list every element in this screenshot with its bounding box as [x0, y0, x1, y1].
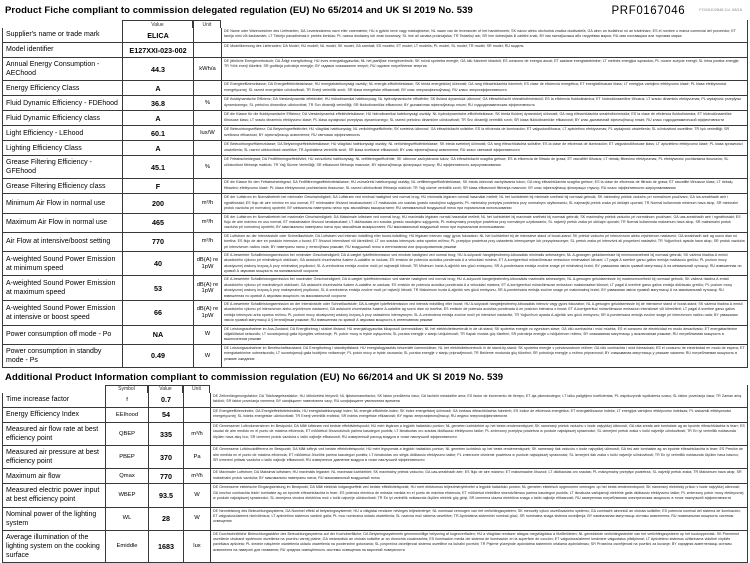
- row-translations: [210, 408, 748, 423]
- row-symbol: Emiddle: [105, 531, 148, 563]
- row-translations: [210, 484, 748, 507]
- row-label: Lighting Efficiency Class: [2, 141, 122, 156]
- row-symbol: Qmax: [105, 469, 148, 484]
- row-label: A-weighted Sound Power Emission at intensive or boost speed: [2, 301, 122, 326]
- row-unit: dB(A) re 1pW: [193, 301, 221, 326]
- row-unit: %: [193, 156, 221, 179]
- row-translations-text: DE Zeitverlängerungsfaktor; DA Tidsforøgelsesfaktor; HU időnövelési tényező; NL tijdstoenamefactor; SK faktor predĺženia času; GA fachtóir méadaithe ama; ES factor de incremento de tiempo; ET aja pikendustegur; LT laiko pailgėjimo koeficientas; PL współczynnik wydłużenia czasu; SL faktor povečanja časa; TR Zaman artış faktörü; SR faktor povećanja vremena; BY каэфіцыент павелічэння часу; RU коэффициент увеличения времени: [213, 393, 742, 404]
- row-translations: [221, 156, 748, 179]
- table1-column-header-value: Value: [122, 20, 193, 28]
- row-label: Nominal power of the lighting system: [2, 508, 105, 531]
- row-translations: [221, 58, 748, 81]
- document-code: FOG0102848 Cd. 08/18: [699, 7, 742, 12]
- row-translations: [210, 508, 748, 531]
- row-unit: m³/h: [193, 194, 221, 213]
- row-unit: lux/W: [193, 126, 221, 141]
- row-translations-text: DE Energieeffizienzindex; DA Energieffektivitetsindeks; HU energiahatékonysági index; NL energie-efficiëntie-index; SK index energetickej účinnosti; GA innéacs éifeachtúlachta fuinnimh; ES índice de eficiencia energética; ET energiatõhususe indeks; LT energijos vartojimo efektyvumo indeksas; PL wskaźnik efektywności energetycznej; SL indeks energetske učinkovitosti; TR Enerji verimlilik endeksi; SR indeks energetske efikasnosti; BY індэкс энергаэфектыўнасці; RU индекс энергоэффективности: [213, 408, 732, 419]
- table-row: [2, 484, 748, 507]
- row-symbol: WBEP: [105, 484, 148, 507]
- table2-column-header-unit: Unit: [183, 385, 210, 393]
- table-row: [2, 345, 748, 368]
- row-label: Energy Efficiency Class: [2, 81, 122, 96]
- row-value: 40: [122, 252, 193, 277]
- row-translations-text: DE Fettabscheidegrad; DA Fedtfiltreringseffektivitet; HU zsírszűrési hatékonyság; NL vetfilteringsefficiëntie; SK účinnosť zachytávania tukov; GA éifeachtúlacht scagtha gréisce; ES la eficiencia de filtrado de grasa; ET rasvafiltri tõhusus; LT riebalų filtravimo efektyvumas; PL efektywność pochłaniania tłuszczów; SL učinkovitost filtriranja maščob; TR Yağ Süzme Verimliliği; SR efikasnost filtriranja masnoće; BY эфектыўнасць фільтрацыі тлушчу; RU эффективность жироулавливания: [224, 157, 729, 167]
- table-row: [2, 179, 748, 194]
- row-unit: [193, 179, 221, 194]
- page-title: Product Fiche compliant to commission delegated regulation (EU) No 65/2014 and UK SI 2019 No. 539: [5, 5, 473, 16]
- row-unit: W: [193, 345, 221, 368]
- row-unit: [183, 393, 210, 408]
- product-fiche-table: [2, 20, 748, 368]
- row-translations-text: DE Durchschnittliche Beleuchtungsstärke des Beleuchtungssystems auf der Kochoberfläche; DA Belysningssystemets gennemsnitlige belysning af kogeoverfladen; HU a világítási rendszer átlagos megvilágítása a főzőfelületen; NL gemiddelde verlichtingssterkte van het verlichtingssysteem op het kookoppervlak; SK Priemerné osvetlenie utvárané systémom osvetlenia na povrchu varnej platne; GA meánsoilsiú an chórais soilsithe ar an dromchla cócaireachta; ES iluminación media del sistema de iluminación en la superficie de cocción; ET valgustussüsteemi keskmine valgustatus pliidipinnal; LT Apšvietimo sistemos užtikrinama vidutinė viryklės paviršiaus apšvieta; PL średnie natężenie oświetlenia układu oświetlenia na powierzchni gotowania; SL povprečna osvetljenost sistema osvetlitve na kuhalni površini; TR Pişirme yüzeyinde aydınlatma sisteminin ortalama aydınlatması; SR Prosečna osvetljenost na površini za kuvanje; BY сярэдняя асветленасць сістэмы асвятлення на паверхні для гатавання; RU средняя освещённость системы освещения на варочной поверхности: [213, 531, 740, 552]
- table-row: [2, 141, 748, 156]
- row-unit: [193, 81, 221, 96]
- row-value: 66: [122, 301, 193, 326]
- row-value: 54: [148, 408, 183, 423]
- table1-header-row: [2, 20, 748, 28]
- row-value: 0.7: [148, 393, 183, 408]
- row-value: A: [122, 141, 193, 156]
- row-translations: [210, 469, 748, 484]
- row-translations-text: DE Gemessene elektrische Eingangsleistung im Bestpunkt; DA Målt elektrisk indgangseffekt ved bedste effektivitetspunkt; HU mért elektromos teljesítményfelvétel a legjobb hatásfokú ponton; NL gemeten elektrisch opgenomen vermogen op het beste-rendementspunt; SK nameraný elektrický príkon v bode najvyššej účinnosti; GA ionchur cumhachta leictrí tomhaiste ag an bpointe éifeachtúlachta is fearr; ES potencia eléctrica de entrada medida en el punto de máxima eficiencia; ET mõõdetud elektriline sisendvõimsus parima kasuteguri punktis; LT išmatuota vartojamoji elektrinė galia didžiausio efektyvumo taške; PL zmierzony pobór mocy elektrycznej w punkcie największej sprawności; SL izmerjena vhodna električna moč v točki največje učinkovitosti; TR En iyi verimlilik noktasında ölçülen elektrik güç girişi; SR izmerena ulazna električna snaga u tački najbolje efikasnosti; RU измеренная потребляемая электрическая мощность в точке наилучшей эффективности: [213, 485, 744, 501]
- table1-body: [2, 28, 748, 368]
- row-translations-text: DE der Luftstrom im Normalbetrieb bei maximaler Geschwindigkeit; DA Maksimale luftstrøm ved normal brug; HU maximális légáram normál használat mellett; NL het luchtdebiet bij maximale snelheid bij normaal gebruik; SK maximálny prietok vzduchu pri normálnom používaní; GA uas-sreabhadh aeir i ngnáthúsáid; ES flujo de aire máximo en uso normal; ET maksimaalne õhuvool tavakasutusel; LT didžiausias oro srautas įprasto naudojimo sąlygomis; PL maksymalny przepływ powietrza przy normalnym użytkowaniu; SL največji pretok zraka pri običajni uporabi; TR Normal kullanımda maksimum hava akışı; SR maksimalni protok vazduha pri normalnoj upotrebi; BY максімальны паветраны паток пры звычайным выкарыстанні; RU максимальный воздушный поток при нормальном использовании: [224, 214, 741, 230]
- row-value: 60.1: [122, 126, 193, 141]
- row-label: A-weighted Sound Power Emission at minimum speed: [2, 252, 122, 277]
- row-translations: [221, 214, 748, 233]
- row-unit: dB(A) re 1pW: [193, 252, 221, 277]
- row-translations-text: DE jährliche Energieverbrauch; DA Årligt energiforbrug; HU éves energiafogyasztás; NL het jaarlijkse energieverbruik; SK ročná spotreba energie; GA ídiú fuinnimh bliantúil; ES consumo de energía anual; ET aastane energiatarbimine; LT metinės energijos sąnaudos; PL roczne zużycie energii; SL letna poraba energije; TR Yıllık enerji tüketimi; SR godišnja potrošnja energije; BY гадавое спажыванне энергіі; RU годовое потребление энергии: [224, 59, 740, 69]
- row-translations: [210, 423, 748, 446]
- table2-column-header-symbol: Symbol: [105, 385, 148, 393]
- row-label: Measured air pressure at best efficiency point: [2, 446, 105, 469]
- row-translations-text: DE Beleuchtungseffizienz; DA Belysningseffektivitet; HU világítási hatékonyság; NL verlichtingsefficiëntie; SK svetelná účinnosť; GA éifeachtúlacht soilsithe; ES la eficiencia de iluminación; ET valgustustõhusus; LT apšvietimo efektyvumas; PL wydajność oświetlenia; SL učinkovitost osvetlitve; TR Işık verimliliği; SR svetlosna efikasnost; BY эфектыўнасць асвятлення; RU световая эффективность: [224, 127, 730, 137]
- document-header: [2, 2, 748, 20]
- row-translations: [221, 141, 748, 156]
- table2-body: [2, 393, 748, 563]
- row-label: Fluid Dynamic Efficiency class: [2, 111, 122, 126]
- table2-header-spacer-right: [210, 385, 748, 393]
- row-symbol: QBEP: [105, 423, 148, 446]
- row-translations: [221, 81, 748, 96]
- table1-header-spacer-left: [2, 20, 122, 28]
- row-unit: lux: [183, 531, 210, 563]
- row-unit: [193, 28, 221, 43]
- row-label: Power consumption off mode - Po: [2, 326, 122, 345]
- row-value: 370: [148, 446, 183, 469]
- row-symbol: WL: [105, 508, 148, 531]
- row-translations-text: DE Energieeffizienzklasse; DA Energieffektivitetsklasse; HU energiahatékonysági osztály; NL energie-efficiëntieklasse; SK trieda energetickej účinnosti; GA rang éifeachtúlachta fuinnimh; ES clase de eficiencia energética; ET energiatõhususe klass; LT energijos vartojimo efektyvumo klasė; PL klasa efektywności energetycznej; SL razred energetske učinkovitosti; TR Enerji verimlilik sınıfı; SR klasa energetske efikasnosti; BY клас энергаэфектыўнасці; RU класс энергоэффективности: [224, 82, 727, 92]
- row-translations: [221, 276, 748, 301]
- row-unit: dB(A) re 1pW: [193, 276, 221, 301]
- row-label: Time increase factor: [2, 393, 105, 408]
- row-value: 770: [148, 469, 183, 484]
- table-row: [2, 214, 748, 233]
- row-label: Annual Energy Consumption - AEChood: [2, 58, 122, 81]
- row-translations-text: DE die Klasse für den Fettabscheidegrad; DA Fedtfiltreringseffektivitetsklasse; HU zsírszűrési hatékonysági osztály; NL vetfilteringsefficiëntieklasse; SK trieda účinnosti zachytávania tukov; GA rang éifeachtúlachta scagtha gréisce; ES la clase de eficiencia de filtrado de grasa; ET rasvafiltri tõhususe klass; LT riebalų filtravimo efektyvumo klasė; PL klasa efektywności pochłaniania tłuszczów; SL razred učinkovitosti filtriranja maščob; TR Yağ süzme verimlilik sınıfı; SR klasa efikasnosti filtriranja masnoće; BY клас эфектыўнасці фільтрацыі тлушчу; RU класс эффективности жироулавливания: [224, 180, 733, 190]
- row-value: 28: [148, 508, 183, 531]
- row-unit: Pa: [183, 446, 210, 469]
- row-translations-text: DE Gemessener Luftvolumenstrom im Bestpunkt; DA Målt luftstrøm ved bedste effektivitetspunkt; HU mért légáram a legjobb hatásfokú ponton; NL gemeten luchtdebiet op het beste-rendementspunt; SK nameraný prietok vzduchu v bode najvyššej účinnosti; GA ráta sreafa aeir tomhaiste ag an bpointe éifeachtúlachta is fearr; ES caudal de aire medido en el punto de máxima eficiencia; ET mõõdetud õhuvooluhulk parima kasuteguri punktis; LT išmatuotas oro srautas didžiausio efektyvumo taške; PL zmierzony przepływ powietrza w punkcie największej sprawności; SL izmerjeni pretok zraka v točki največje učinkovitosti; TR En iyi verimlilik noktasında ölçülen hava akış hızı; SR izmereni protok vazduha u tački najbolje efikasnosti; RU измеренный расход воздуха в точке наилучшей эффективности: [213, 423, 745, 439]
- row-value: 465: [122, 214, 193, 233]
- row-translations-text: DE Modellkennung des Lieferanten; DA Model; HU modell; NL model; SK model; GA samhail; ES modelo; ET mudel; LT modelis; PL model; SL model; TR model; SR model; RU модель: [224, 44, 524, 48]
- row-unit: W: [193, 326, 221, 345]
- row-translations-text: DE fluiddynamische Effizienz; DA Væskedynamisk effektivitet; HU hidrodinamikai hatékonyság; NL hydrodynamische efficiëntie; SK fluidná dynamická účinnosť; GA éifeachtúlacht shreabhdhinimiciúil; ES la eficiencia fluidodinámica; ET hüdrodünaamiline tõhusus; LT srauto dinaminis efektyvumas; PL wydajność przepływu dynamicznego; SL pretočno dinamična učinkovitost; TR Sıvı dinamiği verimliliği; SR fluidodinamička efikasnost; BY дынамічная эфектыўнасць плыні; RU гидродинамическая эффективность: [224, 97, 742, 107]
- row-translations: [221, 252, 748, 277]
- table-row: [2, 126, 748, 141]
- row-value: NA: [122, 326, 193, 345]
- table-row: [2, 43, 748, 58]
- row-label: Measured air flow rate at best efficiency point: [2, 423, 105, 446]
- table-row: [2, 423, 748, 446]
- row-label: Power consumption in standby mode - Ps: [2, 345, 122, 368]
- row-translations: [210, 393, 748, 408]
- table-row: [2, 156, 748, 179]
- row-translations-text: DE Gemessene Luftdruckdifferenz im Bestpunkt; DA Målt lufttryk ved bedste effektivitetspunkt; HU mért légnyomás a legjobb hatásfokú ponton; NL gemeten luchtdruk op het beste-rendementspunt; SK nameraný tlak vzduchu v bode najvyššej účinnosti; GA brú aeir tomhaiste ag an bpointe éifeachtúlachta is fearr; ES Presión de aire medida en el punto de máxima eficiencia; ET mõõdetud õhurõhk parima kasuteguri punktis; LT išmatuotas oro slėgis didžiausio efektyvumo taške; PL zmierzone ciśnienie powietrza w punkcie największej sprawności; SL izmerjeni tlak zraka v točki največje učinkovitosti; TR En iyi verimlilik noktasında ölçülen hava basıncı; SR izmereni pritisak vazduha u tački najbolje efikasnosti; RU измеренное давление воздуха в точке наилучшей эффективности: [213, 447, 743, 462]
- row-label: Grease Filtering Efficiency class: [2, 179, 122, 194]
- row-unit: m³/h: [183, 423, 210, 446]
- row-label: Maximum air flow: [2, 469, 105, 484]
- row-unit: [193, 43, 221, 58]
- row-label: Air Flow at intensive/boost setting: [2, 233, 122, 252]
- row-translations-text: DE Maximaler Luftstrom; DA Maksimal luftstrøm; HU maximális légáram; NL maximaal luchtdebiet; SK maximálny prietok vzduchu; GA uas-sreabhadh aeir; ES flujo de aire máximo; ET maksimaalne õhuvool; LT didžiausias oro srautas; PL maksymalny przepływ powietrza; SL največji pretok zraka; TR Maksimum hava akışı; SR maksimalni protok vazduha; BY максімальны паветраны паток; RU максимальный воздушный поток: [213, 470, 742, 480]
- row-unit: [193, 141, 221, 156]
- document-references: [612, 5, 744, 17]
- row-translations: [221, 96, 748, 111]
- row-translations-text: DE Leistungsaufnahme im Aus-Zustand; DA Energiforbrug i slukket tilstand; HU energiafogyasztás kikapcsolt üzemmódban; NL het elektriciteitsverbruik in de uit-stand; SK spotreba energie vo vypnutom stave; GA ídiú cumhachta i mód múchta; ES el consumo de electricidad en modo desactivado; ET energiatarbimine väljalülitatud seisundis; LT suvartojamoji galia išjungties veiksenoje; PL pobór mocy w trybie wyłączenia; SL poraba energije v stanju izključenosti; TR Kapalı modda güç tüketimi; SR potrošnja energije u isključenom režimu; BY спажываная магутнасць у выключаным рэжыме; RU потребляемая мощность в выключенном режиме: [224, 326, 738, 342]
- row-translations-text: DE A-bewertete Schallleistungsemission an der Intensivstufe oder Schnelllaufstufe; DA A-vægtet lydeffektemission ved intensiv indstilling eller boost; HU A-súlyozott hangteljesítmény-kibocsátás intenzív vagy gyors fokozaton; NL A-gewogen geluidsemissie bij de intensieve stand of boost-stand; SK vážená hladina A emisií akustického výkonu pri intenzívnom alebo zrýchlenom nastavení; GA astaíocht chumhachta fuaime A-ualaithe ag socrú dian nó borrtha; ES emisión de potencia acústica ponderada A en posición intensiva o boost; ET A-korrigeeritud müravõimsuse emissioon intensiivsel või kiirrežiimil; LT pagal A svertinė garso galios emisija intensyviu arba spartos režimu; PL poziom mocy akustycznej ważony krzywą A przy ustawieniu intensywnym; SL A-vrednotena emisija zvočne moči pri intenzivni nastavitvi; TR Yoğun/hızlı ayarda A-ağırlıklı ses gücü emisyonu; SR A-ponderisana emisija zvučne snage pri intenzivnom načinu rada; BY узважаная эмісія гукавой магутнасці А ў інтэнсіўным рэжыме; RU взвешенная по кривой А звуковая мощность в интенсивном режиме: [224, 302, 743, 323]
- row-unit: m³/h: [183, 469, 210, 484]
- row-value: F: [122, 179, 193, 194]
- row-translations-text: DE Beleuchtungseffizienzklasse; DA Belysningseffektivitetsklasse; HU világítási hatékonysági osztály; NL verlichtingsefficiëntieklasse; SK trieda svetelnej účinnosti; GA rang éifeachtúlachta soilsithe; ES la clase de eficiencia de iluminación; ET valgustustõhususe klass; LT apšvietimo efektyvumo klasė; PL klasa sprawności oświetlenia; SL razred učinkovitosti osvetlitve; TR Aydınlatma verimlilik sınıfı; SR klasa svetlosne efikasnosti; BY клас эфектыўнасці асвятлення; RU класс световой эффективности: [224, 142, 743, 152]
- table-row: [2, 252, 748, 277]
- row-label: Supplier's name or trade mark: [2, 28, 122, 43]
- row-label: A-weighted Sound Power Emission at maximum speed: [2, 276, 122, 301]
- row-value: 200: [122, 194, 193, 213]
- row-value: 0.49: [122, 345, 193, 368]
- row-label: Maximum Air Flow in normal use: [2, 214, 122, 233]
- row-label: Grease Filtering Efficiency - GFEhood: [2, 156, 122, 179]
- row-translations-text: DE A-bewertete Schallleistungsemission bei minimaler Geschwindigkeit; DA A-vægtet lydeffektemission ved mindste hastighed ved normal brug; HU A-súlyozott hangteljesítmény-kibocsátás minimális sebességen; NL A-gewogen geluidsemissie bij minimumsnelheid bij normaal gebruik; SK vážená hladina A emisií akustického výkonu pri minimálnych otáčkach; GA astaíocht chumhachta fuaime A-ualaithe ar íosluas; ES emisión de potencia acústica ponderada A a velocidad mínima; ET A-korrigeeritud müravõimsuse emissioon minimaalsel kiirusel; LT pagal A svertinė garso galios emisija mažiausiu greičiu; PL poziom mocy akustycznej ważony krzywą A przy minimalnej prędkości; SL A-vrednotena emisija zvočne moči pri najmanjši hitrosti; TR Minimum hızda A-ağırlıklı ses gücü emisyonu; SR A-ponderisana emisija zvučne snage pri minimalnoj brzini; BY узважаная эмісія гукавой магутнасці А на мінімальнай хуткасці; RU взвешенная по кривой А звуковая мощность на минимальной скорости: [224, 252, 742, 274]
- row-label: Fluid Dynamic Efficiency - FDEhood: [2, 96, 122, 111]
- row-translations: [221, 43, 748, 58]
- table-row: [2, 531, 748, 563]
- row-unit: [193, 111, 221, 126]
- row-value: 93.5: [148, 484, 183, 507]
- row-translations: [221, 111, 748, 126]
- row-translations: [210, 531, 748, 563]
- row-unit: %: [193, 96, 221, 111]
- row-translations-text: DE Name oder Warenzeichen des Lieferanten; DA Leverandørens navn eller varemærke; HU a gyártó neve vagy márkajelzése; NL naam van de leverancier of het handelsmerk; SK názov alebo obchodná značka dodávateľa; GA ainm an tsoláthraí nó an trádmharc; ES el nombre o marca comercial del proveedor; ET tarnija nimi või kaubamärk; LT Tiekėjo pavadinimas ir prekės ženklas; PL nazwa dostawcy lub znak towarowy; SL ime ali oznaka proizvajalca; TR Tedarikçi adı; SR ime dobavljača ili zaštitni znak; BY імя пастаўшчыка або гандлёвая марка; RU имя поставщика или торговая марка: [224, 29, 736, 39]
- table-row: [2, 111, 748, 126]
- row-label: Average illumination of the lighting system on the cooking surface: [2, 531, 105, 563]
- table-row: [2, 446, 748, 469]
- row-unit: W: [183, 484, 210, 507]
- table-row: [2, 233, 748, 252]
- row-translations-text: DE Luftstrom an der Intensivstufe oder Schnelllaufstufe; DA Luftstrøm ved intensiv indstilling eller boost-indstilling; HU légáram intenzív vagy gyors fokozaton; NL het luchtdebiet bij de intensieve stand of boost-stand; SK prietok vzduchu pri intenzívnom alebo zrýchlenom nastavení; GA sreabhadh aeir ag socrú dian nó borrtha; ES flujo de aire en posición intensiva o boost; ET õhuvool intensiivsel või kiirrežiimil; LT oro srautas intensyviu arba spartos režimu; PL przepływ powietrza przy ustawieniu intensywnym lub przyspieszonym; SL pretok zraka pri intenzivni ali pospešeni nastavitvi; TR Yoğun/hızlı ayarda hava akışı; SR protok vazduha pri intenzivnom načinu rada; BY паветраны паток у інтэнсіўным рэжыме; RU воздушный поток в интенсивном или форсированном режиме: [224, 233, 745, 249]
- document-number: PRF0167046: [611, 5, 686, 17]
- row-unit: W: [183, 508, 210, 531]
- row-value: 44.3: [122, 58, 193, 81]
- table2-column-header-value: Value: [148, 385, 183, 393]
- row-value: ELICA: [122, 28, 193, 43]
- table2-header-spacer-left: [2, 385, 105, 393]
- table-row: [2, 508, 748, 531]
- table-row: [2, 194, 748, 213]
- row-translations: [221, 194, 748, 213]
- row-translations: [210, 446, 748, 469]
- row-symbol: f: [105, 393, 148, 408]
- table-row: [2, 408, 748, 423]
- row-label: Light Efficiency - LEhood: [2, 126, 122, 141]
- row-unit: [183, 408, 210, 423]
- table-row: [2, 28, 748, 43]
- table-row: [2, 326, 748, 345]
- row-value: 770: [122, 233, 193, 252]
- table-row: [2, 469, 748, 484]
- section2-title: Additional Product Information compliant to commission regulation (EU) No 66/2014 and UK SI 2019 No. 539: [5, 371, 504, 383]
- table1-column-header-unit: Unit: [193, 20, 221, 28]
- table-row: [2, 276, 748, 301]
- row-label: Measured electric power input at best efficiency point: [2, 484, 105, 507]
- row-label: Minimum Air Flow in normal use: [2, 194, 122, 213]
- table-row: [2, 96, 748, 111]
- row-translations: [221, 301, 748, 326]
- row-value: 36.8: [122, 96, 193, 111]
- row-translations: [221, 126, 748, 141]
- row-translations-text: DE der Luftstrom im Normalbetrieb bei minimaler Geschwindigkeit; DA Luftstrøm ved minimal hastighed ved normal brug; HU minimális légáram normál használat mellett; NL het luchtdebiet bij minimale snelheid bij normaal gebruik; SK minimálny prietok vzduchu pri normálnom používaní; GA íos-sreabhadh aeir i ngnáthúsáid; ES flujo de aire mínimo en uso normal; ET minimaalne õhuvool tavakasutusel; LT mažiausias oro srautas įprasto naudojimo sąlygomis; PL minimalny przepływ powietrza przy normalnym użytkowaniu; SL najmanjši pretok zraka pri običajni uporabi; TR Normal kullanımda minimum hava akışı; SR minimalni protok vazduha pri normalnoj upotrebi; BY мінімальны паветраны паток пры звычайным выкарыстанні; RU минимальный воздушный поток при нормальном использовании: [224, 195, 738, 211]
- row-value: A: [122, 111, 193, 126]
- row-unit: m³/h: [193, 233, 221, 252]
- table1-header-spacer-right: [221, 20, 748, 28]
- row-value: 1683: [148, 531, 183, 563]
- row-unit: m³/h: [193, 214, 221, 233]
- table-row: [2, 81, 748, 96]
- row-value: 53: [122, 276, 193, 301]
- table-row: [2, 58, 748, 81]
- row-label: Model identifier: [2, 43, 122, 58]
- row-translations: [221, 28, 748, 43]
- row-value: E127XXI-023-002: [122, 43, 193, 58]
- row-value: 45.1: [122, 156, 193, 179]
- row-translations-text: DE Nennleistung des Beleuchtungssystems; DA Nominel effekt af belysningssystemet; HU a világítási rendszer névleges teljesítménye; NL nominaal vermogen van het verlichtingssysteem; SK menovitý výkon osvetľovacieho systému; GA cumhacht ainmniúil an chórais soilsithe; ES potencia nominal del sistema de iluminación; ET valgustussüsteemi nimivõimsus; LT apšvietimo sistemos vardinė galia; PL moc nominalna układu oświetlenia; SL nazivna moč sistema osvetlitve; TR Aydınlatma sisteminin nominal gücü; SR nominalna snaga sistema osvetljenja; BY намінальная магутнасць сістэмы асвятлення; RU номинальная мощность системы освещения: [213, 508, 741, 524]
- row-translations-text: DE A-bewertete Schallleistungsemission bei maximaler Geschwindigkeit; DA A-vægtet lydeffektemission ved største hastighed ved normal brug; HU A-súlyozott hangteljesítmény-kibocsátás maximális sebességen; NL A-gewogen geluidsemissie bij maximumsnelheid bij normaal gebruik; SK vážená hladina A emisií akustického výkonu pri maximálnych otáčkach; GA astaíocht chumhachta fuaime A-ualaithe ar uasluas; ES emisión de potencia acústica ponderada A a velocidad máxima; ET A-korrigeeritud müravõimsuse emissioon maksimaalsel kiirusel; LT pagal A svertinė garso galios emisija didžiausiu greičiu; PL poziom mocy akustycznej ważony krzywą A przy maksymalnej prędkości; SL A-vrednotena emisija zvočne moči pri največji hitrosti; TR Maksimum hızda A-ağırlıklı ses gücü emisyonu; SR A-ponderisana emisija zvučne snage pri maksimalnoj brzini; BY узважаная эмісія гукавой магутнасці А на максімальнай хуткасці; RU взвешенная по кривой А звуковая мощность на максимальной скорости: [224, 277, 733, 298]
- row-translations-text: DE die Klasse für die fluiddynamische Effizienz; DA Væskedynamisk effektivitetsklasse; HU hidrodinamikai hatékonysági osztály; NL hydrodynamische-efficiëntieklasse; SK trieda fluidnej dynamickej účinnosti; GA rang éifeachtúlachta sreabhdhinimiciúla; ES la clase de eficiencia fluidodinámica; ET hüdrodünaamilise tõhususe klass; LT srauto dinaminio efektyvumo klasė; PL klasa wydajności przepływu dynamicznego; SL razred pretočno dinamične učinkovitosti; TR Sıvı dinamiği verimlilik sınıfı; SR klasa fluidodinamičke efikasnosti; BY клас дынамічнай эфектыўнасці плыні; RU класс гидродинамической эффективности: [224, 112, 732, 122]
- table2-header-row: [2, 385, 748, 393]
- row-translations: [221, 345, 748, 368]
- table-row: [2, 393, 748, 408]
- row-value: 335: [148, 423, 183, 446]
- row-symbol: PBEP: [105, 446, 148, 469]
- row-translations: [221, 326, 748, 345]
- row-translations: [221, 179, 748, 194]
- table-row: [2, 301, 748, 326]
- row-symbol: EEIhood: [105, 408, 148, 423]
- row-unit: kWh/a: [193, 58, 221, 81]
- row-label: Energy Efficiency Index: [2, 408, 105, 423]
- row-translations-text: DE Leistungsaufnahme im Bereitschaftszustand; DA Energiforbrug i standbytilstand; HU energiafogyasztás készenléti üzemmódban; NL het elektriciteitsverbruik in de stand-by-stand; SK spotreba energie v pohotovostnom režime; GA ídiú cumhachta i mód fuireachais; ES el consumo de electricidad en modo de espera; ET energiatarbimine ooteseisundis; LT suvartojamoji galia budėjimo veiksenoje; PL pobór mocy w trybie czuwania; SL poraba energije v stanju pripravljenosti; TR Bekleme modunda güç tüketimi; SR potrošnja energije u režimu pripravnosti; BY спажываная магутнасць у рэжыме чакання; RU потребляемая мощность в режиме ожидания: [224, 345, 745, 361]
- row-value: A: [122, 81, 193, 96]
- additional-info-table: [2, 385, 748, 563]
- row-translations: [221, 233, 748, 252]
